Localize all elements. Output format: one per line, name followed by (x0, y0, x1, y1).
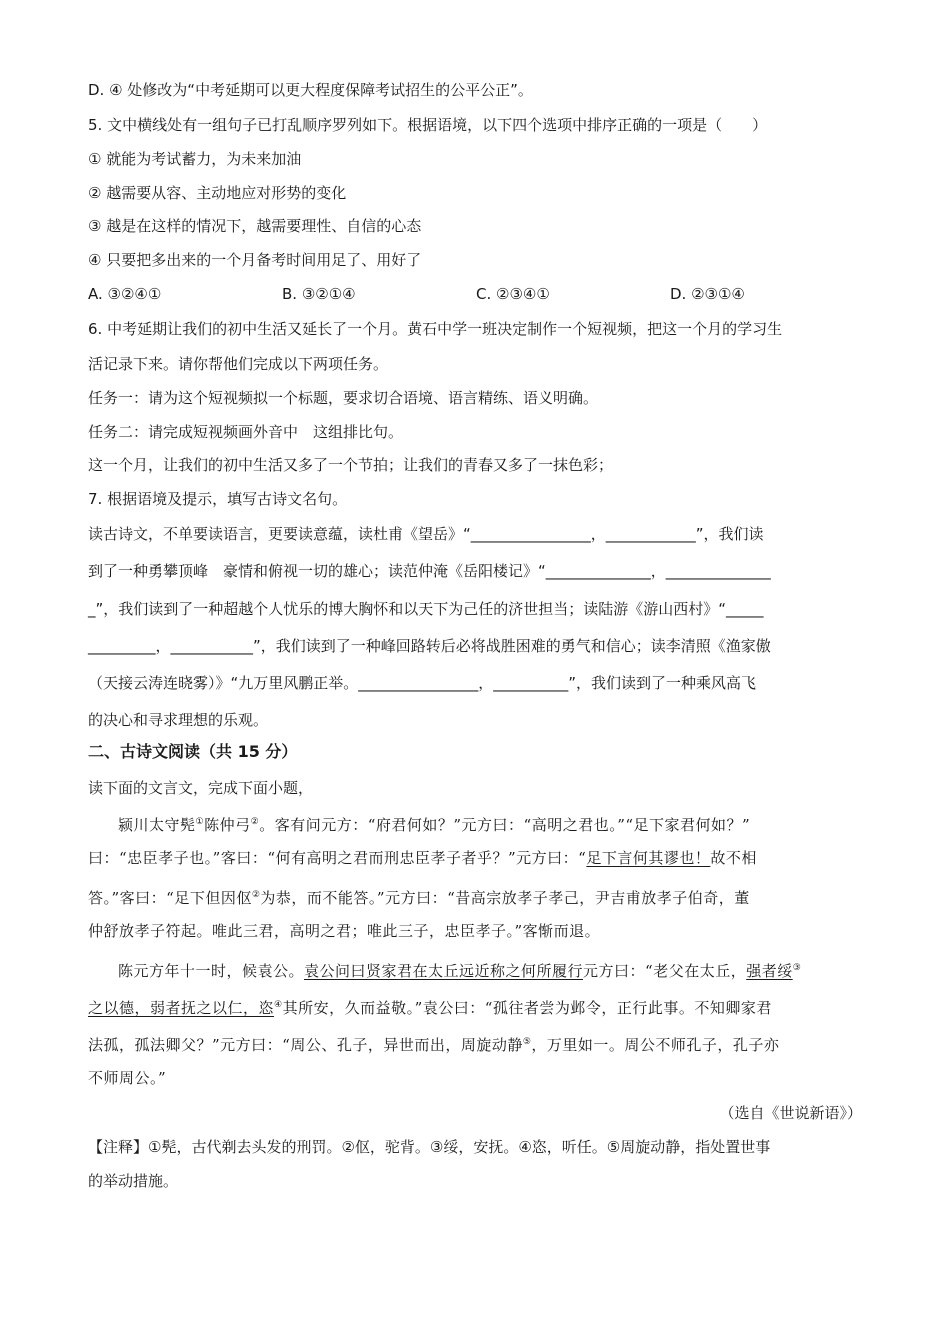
underlined-question: 袁公问曰贤家君在太丘远近称之何所履行 (304, 962, 584, 980)
q6-task1: 任务一：请为这个短视频拟一个标题，要求切合语境、语言精练、语义明确。 (88, 389, 599, 407)
q6-sentence: 这一个月，让我们的初中生活又多了一个节拍；让我们的青春又多了一抹色彩； (88, 456, 614, 474)
q7-line-2: 到了一种勇攀顶峰 豪情和俯视一切的雄心；读范仲淹《岳阳楼记》“______________，______________ (88, 562, 771, 580)
q5-option-a: A. ③②④① (88, 285, 162, 303)
underlined-sentence: 足下言何其谬也！ (586, 849, 711, 867)
q5-item-3: ③ 越是在这样的情况下，越需要理性、自信的心态 (88, 217, 422, 235)
passage-p1-line2: 曰：“忠臣孝子也。”客曰：“何有高明之君而刑忠臣孝子者乎？”元方曰：“足下言何其谬也！故不相 (88, 849, 757, 867)
q5-stem: 5. 文中横线处有一组句子已打乱顺序罗列如下。根据语境，以下四个选项中排序正确的一项是（ ） (88, 116, 768, 134)
q5-item-4: ④ 只要把多出来的一个月备考时间用足了、用好了 (88, 251, 422, 269)
passage-p1-line1: 颍川太守髡①陈仲弓②。客有问元方：“府君何如？”元方曰：“高明之君也。”“足下家君何如？” (118, 816, 751, 834)
q7-line-1: 读古诗文，不单要读语言，更要读意蕴，读杜甫《望岳》“________________，____________”，我们读 (88, 525, 764, 543)
q7-line-3: _”，我们读到了一种超越个人忧乐的博大胸怀和以天下为己任的济世担当；读陆游《游山西村》“_____ (88, 600, 764, 618)
passage-p1-line3: 答。”客曰：“足下但因伛②为恭，而不能答。”元方曰：“昔高宗放孝子孝己，尹吉甫放孝子伯奇，董 (88, 889, 750, 907)
passage-p2-line4: 不师周公。” (88, 1069, 167, 1087)
notes-line1: 【注释】①髡，古代剃去头发的刑罚。②伛，驼背。③绥，安抚。④恣，听任。⑤周旋动静，指处置世事 (88, 1138, 771, 1156)
q4-option-d: D. ④ 处修改为“中考延期可以更大程度保障考试招生的公平公正”。 (88, 81, 533, 99)
passage-p2-line1: 陈元方年十一时，候袁公。袁公问曰贤家君在太丘远近称之何所履行元方曰：“老父在太丘，强者绥③ (118, 962, 802, 980)
q7-line-4: _________，___________”，我们读到了一种峰回路转后必将战胜困难的勇气和信心；读李清照《渔家傲 (88, 637, 771, 655)
q6-task2: 任务二：请完成短视频画外音中 这组排比句。 (88, 423, 404, 441)
source-citation: （选自《世说新语》） (719, 1104, 862, 1122)
q5-option-d: D. ②③①④ (670, 285, 745, 303)
q5-option-c: C. ②③④① (476, 285, 550, 303)
q6-stem-line2: 活记录下来。请你帮他们完成以下两项任务。 (88, 355, 389, 373)
q5-option-b: B. ③②①④ (282, 285, 356, 303)
q7-stem: 7. 根据语境及提示，填写古诗文名句。 (88, 490, 348, 508)
q7-line-5: （天接云涛连晓雾）》“九万里风鹏正举。________________，__________”，我们读到了一种乘风高飞 (88, 674, 757, 692)
notes-line2: 的举动措施。 (88, 1172, 179, 1190)
passage-p2-line3: 法孤，孤法卿父？”元方曰：“周公、孔子，异世而出，周旋动静⑤，万里如一。周公不师孔子，孔子亦 (88, 1036, 780, 1054)
passage-p2-line2: 之以德，弱者抚之以仁，恣④其所安，久而益敬。”袁公曰：“孤往者尝为邺令，正行此事。不知卿家君 (88, 999, 772, 1017)
section-intro: 读下面的文言文，完成下面小题， (88, 779, 314, 797)
q5-item-1: ① 就能为考试蓄力，为未来加油 (88, 150, 302, 168)
section-heading: 二、古诗文阅读（共 15 分） (88, 742, 298, 761)
q6-stem-line1: 6. 中考延期让我们的初中生活又延长了一个月。黄石中学一班决定制作一个短视频，把这一个月的学习生 (88, 320, 783, 338)
passage-p1-line4: 仲舒放孝子符起。唯此三君，高明之君；唯此三子，忠臣孝子。”客惭而退。 (88, 922, 601, 940)
q5-item-2: ② 越需要从容、主动地应对形势的变化 (88, 184, 347, 202)
q7-line-6: 的决心和寻求理想的乐观。 (88, 711, 269, 729)
